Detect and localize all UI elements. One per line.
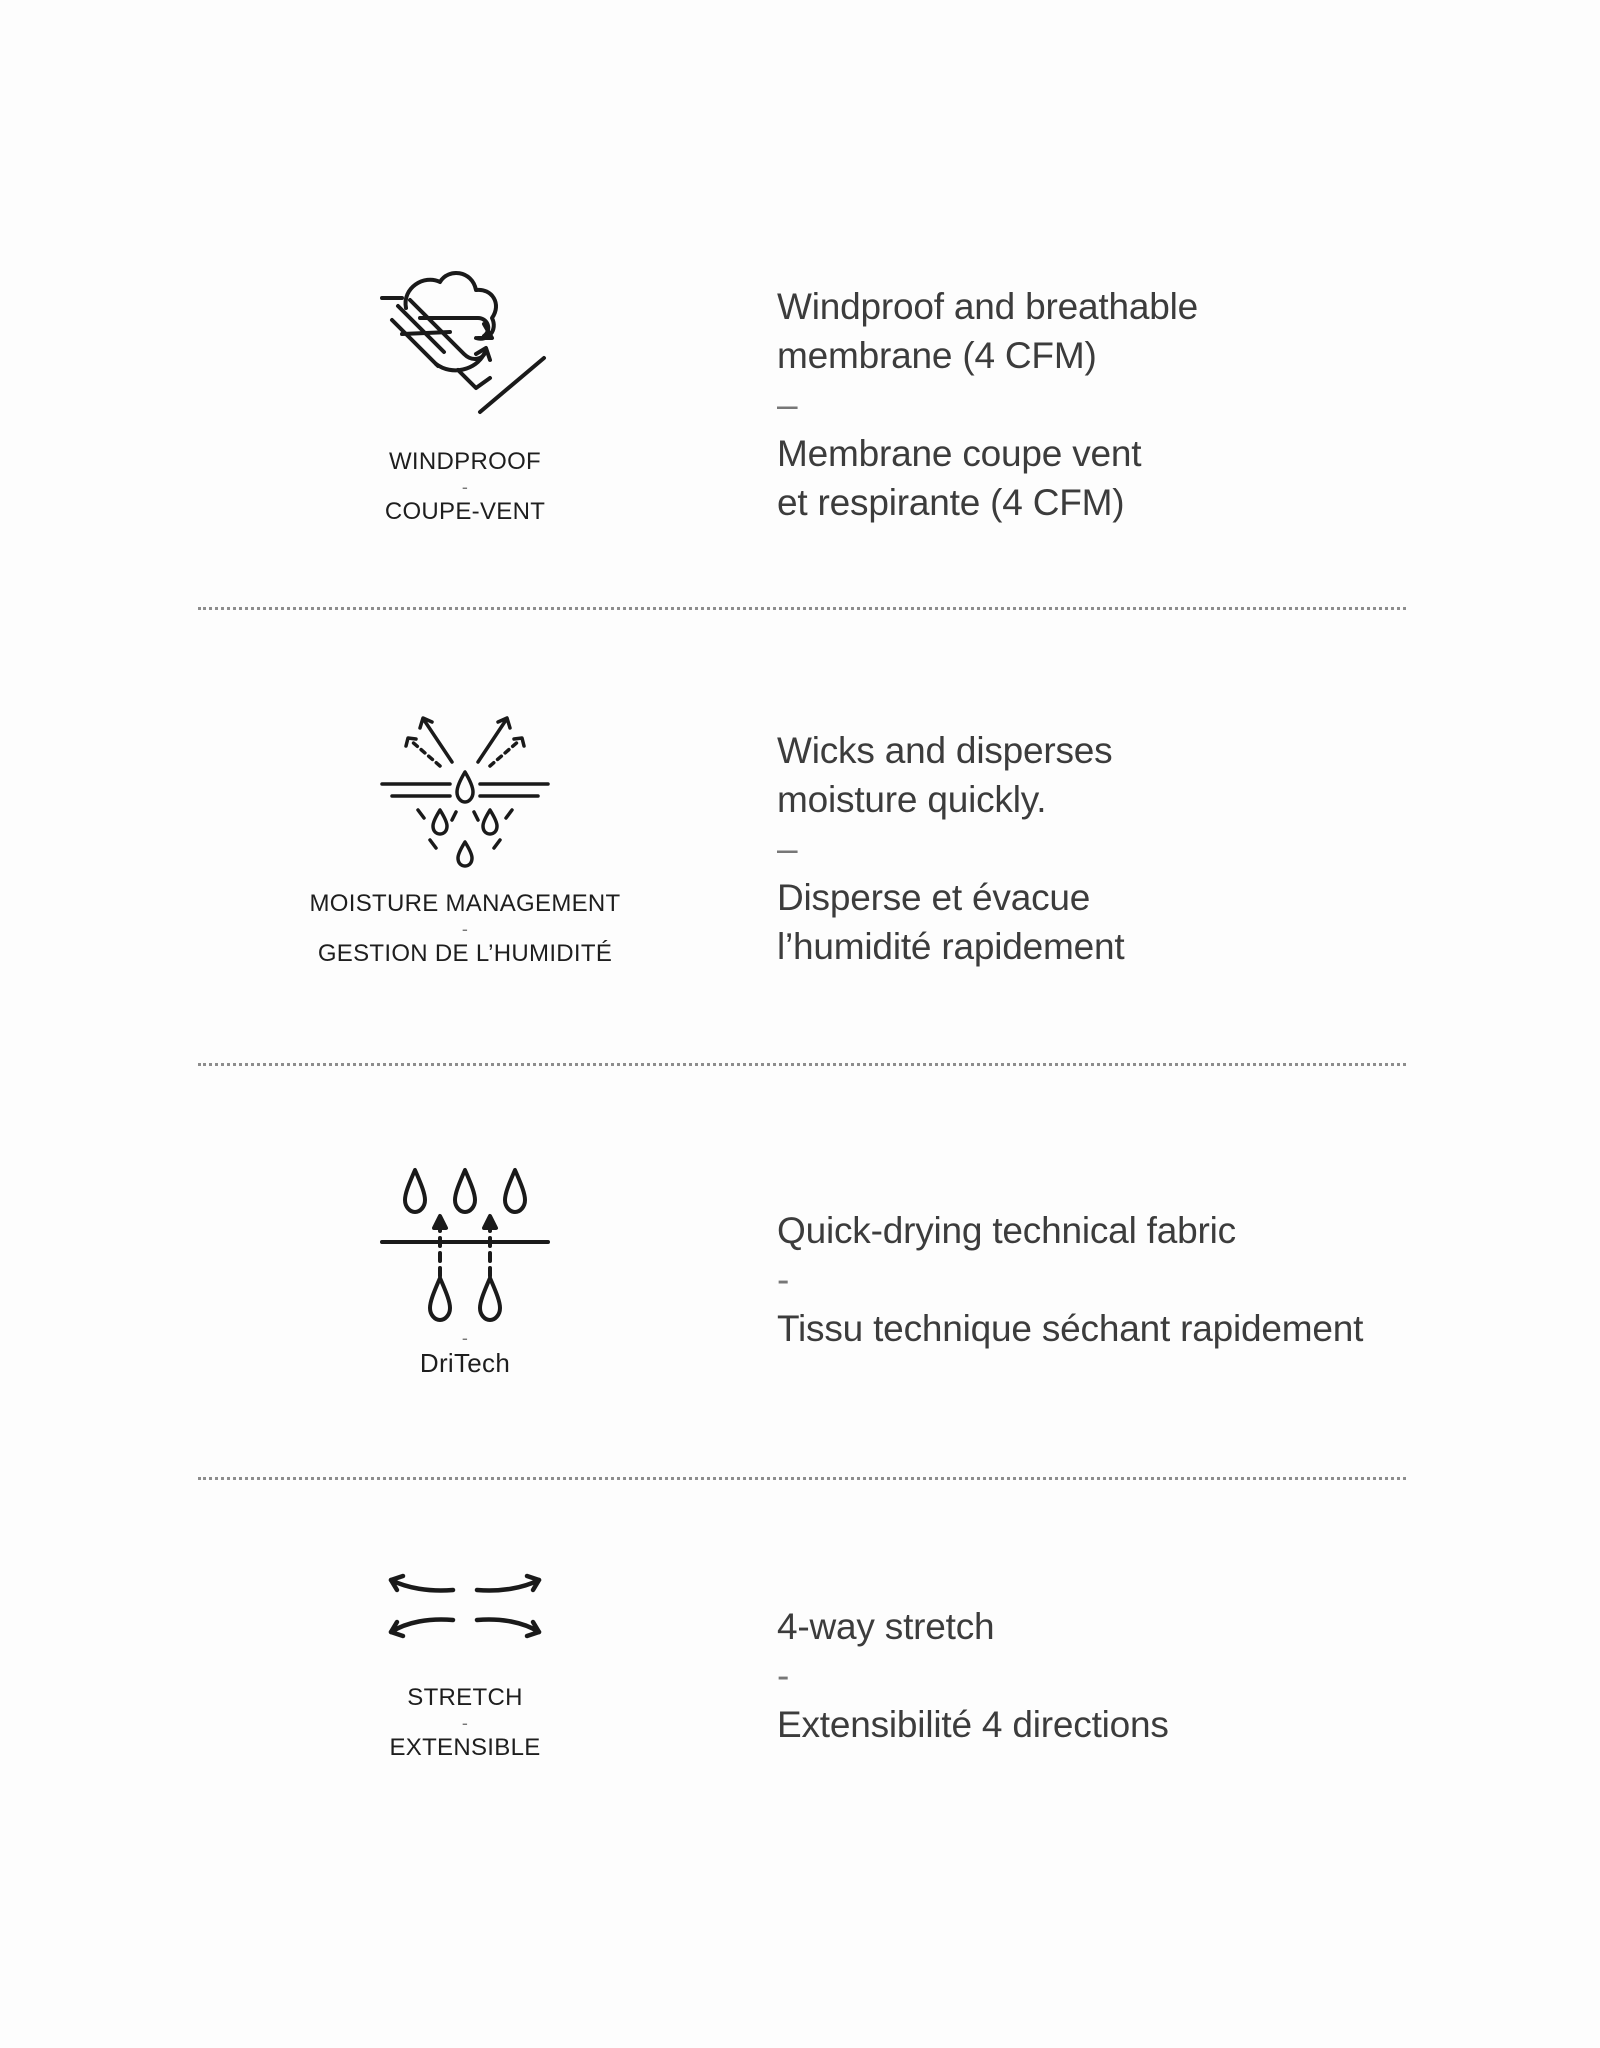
label-separator: -: [461, 1328, 469, 1348]
dotted-divider: [198, 607, 1406, 610]
description-english-line-1: Windproof and breathable: [777, 286, 1198, 327]
label-english: STRETCH: [407, 1684, 523, 1711]
description-french-line-1: Disperse et évacue: [777, 877, 1091, 918]
windproof-cloud-icon: [365, 268, 565, 418]
feature-description: [777, 1206, 1477, 1353]
feature-label: [265, 1683, 665, 1763]
label-separator: -: [461, 477, 469, 497]
description-separator: -: [777, 1655, 790, 1696]
description-english: 4-way stretch: [777, 1606, 995, 1647]
feature-label: [265, 1328, 665, 1378]
description-separator: -: [777, 1259, 790, 1300]
description-english: Quick-drying technical fabric: [777, 1210, 1236, 1251]
description-english-line-2: moisture quickly.: [777, 779, 1047, 820]
description-french-line-1: Membrane coupe vent: [777, 433, 1142, 474]
description-english-line-2: membrane (4 CFM): [777, 335, 1097, 376]
dotted-divider: [198, 1063, 1406, 1066]
quick-dry-drops-icon: [365, 1166, 565, 1336]
feature-label: [265, 447, 665, 527]
stretch-arrows-icon: [365, 1572, 565, 1644]
description-french-line-2: et respirante (4 CFM): [777, 482, 1125, 523]
description-french: Tissu technique séchant rapidement: [777, 1308, 1364, 1349]
description-english-line-1: Wicks and disperses: [777, 730, 1113, 771]
moisture-drops-icon: [365, 712, 565, 872]
label-french: COUPE-VENT: [384, 498, 546, 525]
description-french-line-2: l’humidité rapidement: [777, 926, 1125, 967]
label-french: GESTION DE L’HUMIDITÉ: [317, 940, 613, 967]
label-separator: -: [461, 919, 469, 939]
dotted-divider: [198, 1477, 1406, 1480]
feature-description: [777, 1602, 1477, 1749]
feature-description: [777, 282, 1477, 527]
label-french: EXTENSIBLE: [389, 1734, 541, 1761]
description-separator: –: [777, 384, 798, 425]
label-english: MOISTURE MANAGEMENT: [309, 890, 621, 917]
description-french: Extensibilité 4 directions: [777, 1704, 1169, 1745]
label-separator: -: [461, 1713, 469, 1733]
description-separator: –: [777, 828, 798, 869]
label-brand-name: DriTech: [419, 1348, 511, 1378]
feature-label: [265, 889, 665, 969]
label-english: WINDPROOF: [388, 448, 542, 475]
feature-description: [777, 726, 1477, 971]
